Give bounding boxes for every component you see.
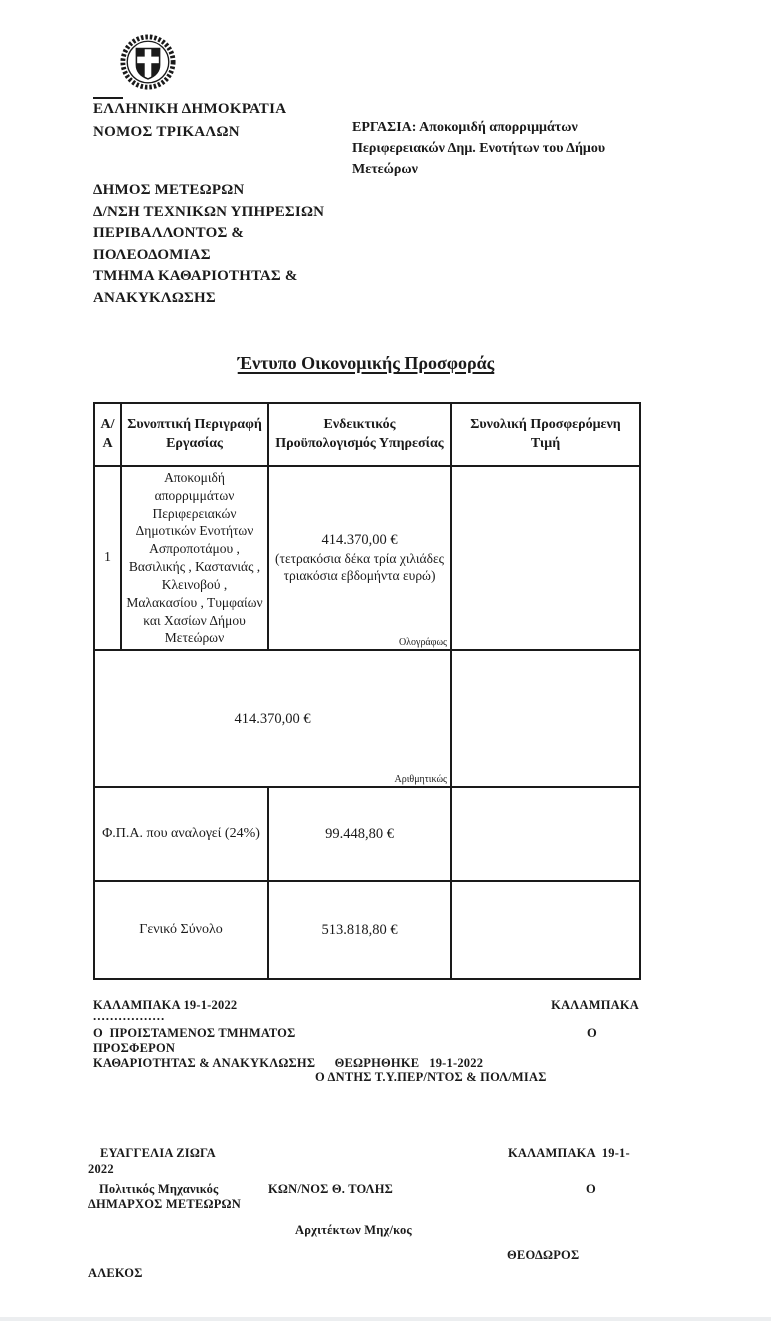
dotted-signature-line: ................. [93,1008,166,1023]
cell-vat-label: Φ.Π.Α. που αναλογεί (24%) [94,787,268,881]
department-block [93,180,393,309]
place-date-wrap: 2022 [88,1162,114,1176]
cell-row-index: 1 [94,466,121,650]
cell-total-amount: 513.818,80 € [268,881,451,979]
signature-line-role-1 [93,1026,639,1041]
cell-total-label: Γενικό Σύνολο [94,881,268,979]
greek-state-emblem-icon [119,32,177,94]
emblem-divider [93,97,123,99]
offer-table [93,402,641,980]
place-right: ΚΑΛΑΜΠΑΚΑ [551,998,639,1012]
project-label: ΕΡΓΑΣΙΑ: Αποκομιδή απορριμμάτων Περιφερειακών Δημ. Ενοτήτων του Δήμου Μετεώρων [352,120,606,177]
cell-offered-price-numeric[interactable] [451,650,640,787]
authority-line-1: ΕΛΛΗΝΙΚΗ ΔΗΜΟΚΡΑΤΙΑ [93,101,287,117]
table-row-vat [94,787,640,881]
table-row-numeric [94,650,640,787]
table-row-grand-total [94,881,640,979]
table-header-row [94,403,640,466]
approved-stamp: ΘΕΩΡΗΘΗΚΕ 19-1-2022 [334,1056,484,1070]
mayor-article: Ο [586,1182,596,1196]
cell-offered-total[interactable] [451,881,640,979]
dept-line: ΤΜΗΜΑ ΚΑΘΑΡΙΟΤΗΤΑΣ & [93,268,298,284]
cell-service-description: Αποκομιδή απορριμμάτων Περιφερειακών Δημοτικών Ενοτήτων Ασπροποτάμου , Βασιλικής , Καστανιάς , Κλεινοβού , Μαλακασίου , Τυμφαίων και Χασίων Δήμου Μετεώρων [121,466,268,650]
head-of-department-title: Ο ΠΡΟΙΣΤΑΜΕΝΟΣ ΤΜΗΜΑΤΟΣ [93,1026,296,1040]
cell-vat-amount: 99.448,80 € [268,787,451,881]
dept-line: Δ/ΝΣΗ ΤΕΧΝΙΚΩΝ ΥΠΗΡΕΣΙΩΝ [93,203,325,220]
cell-budget-numeric [94,650,451,787]
column-header-index: Α/Α [94,403,121,466]
signature-line-role-2: ΠΡΟΣΦΕΡΟΝ [93,1041,176,1055]
signer-title-center: Αρχιτέκτων Μηχ/κος [295,1223,412,1237]
page-title: Έντυπο Οικονομικής Προσφοράς [237,353,495,373]
signer-title-left: Πολιτικός Μηχανικός [99,1182,219,1196]
note-numeric: Αριθμητικώς [394,774,447,786]
authority-line-2: ΝΟΜΟΣ ΤΡΙΚΑΛΩΝ [93,124,240,140]
cell-offered-vat[interactable] [451,787,640,881]
signer-name-right: ΘΕΟΔΩΡΟΣ [507,1248,580,1262]
mayor-title: ΔΗΜΑΡΧΟΣ ΜΕΤΕΩΡΩΝ [88,1197,241,1211]
table-row-service [94,466,640,650]
place-date-left: ΚΑΛΑΜΠΑΚΑ 19-1-2022 [93,998,238,1012]
signature-line-role-3 [93,1056,639,1071]
dept-line: ΠΕΡΙΒΑΛΛΟΝΤΟΣ & [93,225,245,241]
director-title: Ο ΔΝΤΗΣ Τ.Υ.ΠΕΡ/ΝΤΟΣ & ΠΟΛ/ΜΙΑΣ [315,1070,547,1084]
signature-line-director [93,1070,639,1085]
place-date-right: ΚΑΛΑΜΠΑΚΑ 19-1- [508,1146,630,1160]
dept-line: ΔΗΜΟΣ ΜΕΤΕΩΡΩΝ [93,182,245,198]
cell-offered-price-words[interactable] [451,466,640,650]
dept-line: ΠΟΛΕΟΔΟΜΙΑΣ [93,246,211,263]
department-name: ΚΑΘΑΡΙΟΤΗΤΑΣ & ΑΝΑΚΥΚΛΩΣΗΣ [93,1056,316,1070]
cell-budget-in-words [268,466,451,650]
bidder-article: Ο [587,1026,597,1040]
dept-line: ΑΝΑΚΥΚΛΩΣΗΣ [93,289,216,306]
budget-amount: 414.370,00 € [321,532,398,549]
signer-name-bottom-left: ΑΛΕΚΟΣ [88,1266,143,1280]
column-header-budget: Ενδεικτικός Προϋπολογισμός Υπηρεσίας [268,403,451,466]
column-header-description: Συνοπτική Περιγραφή Εργασίας [121,403,268,466]
budget-amount-in-words: (τετρακόσια δέκα τρία χιλιάδες τριακόσια εβδομήντα ευρώ) [275,550,444,584]
signer-name-left: ΕΥΑΓΓΕΛΙΑ ΖΙΩΓΑ [100,1146,216,1160]
signer-name-center: ΚΩΝ/ΝΟΣ Θ. ΤΟΛΗΣ [268,1182,394,1196]
column-header-offered-price: Συνολική Προσφερόμενη Τιμή [451,403,640,466]
note-in-words: Ολογράφως [398,637,447,649]
budget-amount-numeric: 414.370,00 € [234,710,311,727]
page-bottom-edge [0,1317,771,1321]
